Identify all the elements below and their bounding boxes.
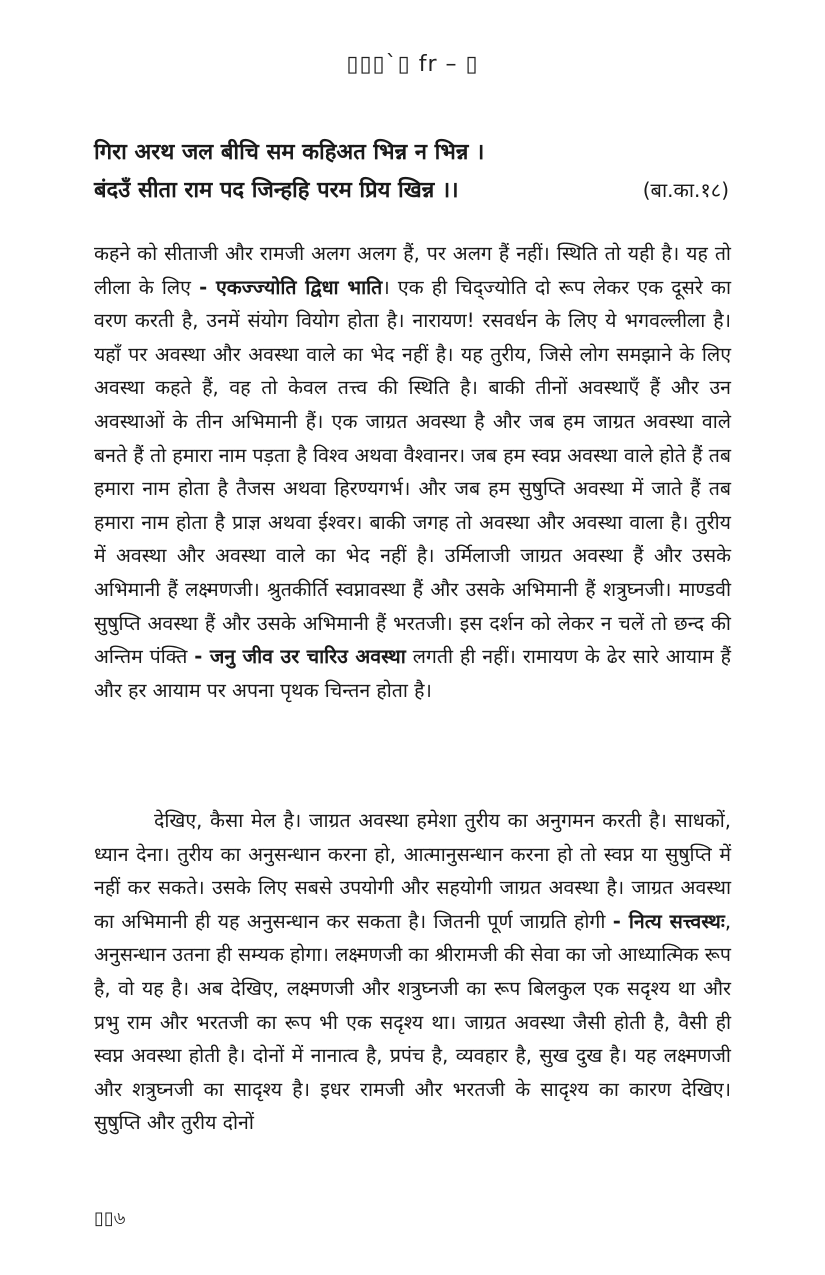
body-paragraph-2 xyxy=(94,804,731,1140)
paragraph-1-text-a: कहने को सीताजी और रामजी अलग अलग हैं, पर अलग हैं नहीं। स्थिति तो यही है। यह तो लीला के लिए xyxy=(94,242,731,299)
paragraph-2-text-b: , अनुसन्धान उतना ही सम्यक होगा। लक्ष्मणजी का श्रीरामजी की सेवा का जो आध्यात्मिक रूप है, वो यह है। अब देखिए, लक्ष्मणजी और शत्रुघ्नजी का रूप बिलकुल एक सदृश्य था और प्रभु राम और भरतजी का रूप भी एक सदृश्य था। जाग्रत अवस्था जैसी होती है, वैसी ही स्वप्न अवस्था होती है। दोनों में नानात्व है, प्रपंच है, व्यवहार है, सुख दुख है। यह लक्ष्मणजी और शत्रुघ्नजी का सादृश्य है। इधर रामजी और भरतजी के सादृश्य का कारण देखिए। सुषुप्ति और तुरीय दोनों xyxy=(94,909,732,1135)
paragraph-1-bold-quote-a: - एकज्ज्योति द्विधा भाति xyxy=(199,275,383,299)
verse-reference: (बा.का.१८) xyxy=(642,178,729,202)
body-paragraph-1 xyxy=(94,237,731,707)
running-header: ▯▯▯`▯ fr – ▯ xyxy=(346,52,479,77)
paragraph-1-bold-quote-b: - जनु जीव उर चारिउ अवस्था xyxy=(194,645,406,669)
page-number: ▯▯৬ xyxy=(94,1208,126,1229)
paragraph-2-bold-quote: - नित्य सत्त्वस्थः xyxy=(612,909,725,933)
verse-line-2: बंदउँ सीता राम पद जिन्हहि परम प्रिय खिन्न ।। xyxy=(94,178,459,203)
paragraph-1-text-b: । एक ही चिद्ज्योति दो रूप लेकर एक दूसरे का वरण करती है, उनमें संयोग वियोग होता है। नारायण! रसवर्धन के लिए ये भगवल्लीला है। यहाँ पर अवस्था और अवस्था वाले का भेद नहीं है। यह तुरीय, जिसे लोग समझाने के लिए अवस्था कहते हैं, वह तो केवल तत्त्व की स्थिति है। बाकी तीनों अवस्थाएँ हैं और उन अवस्थाओं के तीन अभिमानी हैं। एक जाग्रत अवस्था है और जब हम जाग्रत अवस्था वाले बनते हैं तो हमारा नाम पड़ता है विश्व अथवा वैश्वानर। जब हम स्वप्न अवस्था वाले होते हैं तब हमारा नाम होता है तैजस अथवा हिरण्यगर्भ। और जब हम सुषुप्ति अवस्था में जाते हैं तब हमारा नाम होता है प्राज्ञ अथवा ईश्वर। बाकी जगह तो अवस्था और अवस्था वाला है। तुरीय में अवस्था और अवस्था वाले का भेद नहीं है। उर्मिलाजी जाग्रत अवस्था हैं और उसके अभिमानी हैं लक्ष्मणजी। श्रुतकीर्ति स्वप्नावस्था हैं और उसके अभिमानी हैं शत्रुघ्नजी। माण्डवी सुषुप्ति अवस्था हैं और उसके अभिमानी हैं भरतजी। इस दर्शन को लेकर न चलें तो छन्द की अन्तिम पंक्ति xyxy=(94,275,731,669)
paragraph-2-text-a: देखिए, कैसा मेल है। जाग्रत अवस्था हमेशा तुरीय का अनुगमन करती है। साधकों, ध्यान देना। तुरीय का अनुसन्धान करना हो, आत्मानुसन्धान करना हो तो स्वप्न या सुषुप्ति में नहीं कर सकते। उसके लिए सबसे उपयोगी और सहयोगी जाग्रत अवस्था है। जाग्रत अवस्था का अभिमानी ही यह अनुसन्धान कर सकता है। जितनी पूर्ण जाग्रति होगी xyxy=(94,809,731,933)
verse-line-1: गिरा अरथ जल बीचि सम कहिअत भिन्न न भिन्न । xyxy=(94,140,485,165)
paragraph-1-text-c: लगती ही नहीं। रामायण के ढेर सारे आयाम हैं और हर आयाम पर अपना पृथक चिन्तन होता है। xyxy=(94,645,732,702)
